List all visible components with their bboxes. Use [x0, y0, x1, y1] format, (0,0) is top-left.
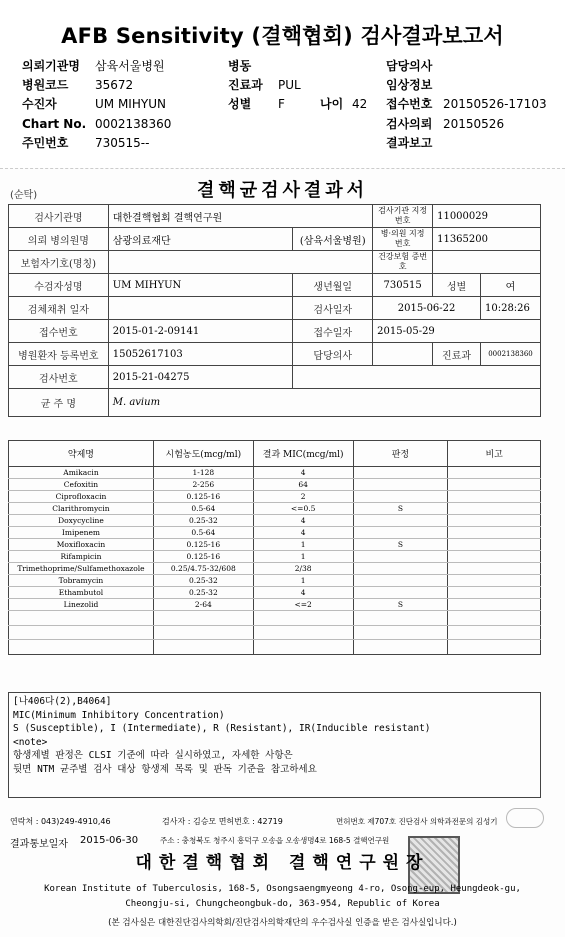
mic-row: [9, 479, 541, 491]
organization-name: 대한결핵협회 결핵연구원장: [135, 853, 430, 873]
remark: [448, 491, 541, 503]
test-range: 0.5-64: [153, 527, 253, 539]
note-line: [나406다(2),B4064]: [13, 696, 112, 707]
info-key: 보험자기호(명칭): [9, 251, 109, 274]
info-key: 진료과: [433, 343, 481, 366]
mic-value: 64: [253, 479, 353, 491]
info-value: 여: [480, 274, 540, 297]
institution-label: 의뢰기관명: [22, 59, 80, 73]
page-title: AFB Sensitivity (결핵협회) 검사결과보고서: [61, 24, 504, 48]
drug-name: Cefoxitin: [9, 479, 154, 491]
judgement: [353, 575, 448, 587]
drug-name: Imipenem: [9, 527, 154, 539]
empty-cell: [448, 611, 541, 626]
mic-value: 4: [253, 467, 353, 479]
mic-empty-row: [9, 611, 541, 626]
info-key: 접수일자: [293, 320, 373, 343]
test-range: 0.25-32: [153, 575, 253, 587]
chart-no-label: Chart No.: [22, 117, 87, 131]
ward-label: 병동: [228, 59, 252, 73]
request-date-value: 20150526: [443, 117, 505, 131]
drug-name: Moxifloxacin: [9, 539, 154, 551]
address-line-2: Cheongju-si, Chungcheongbuk-do, 363-954, Republic of Korea: [125, 899, 440, 909]
mic-value: <=2: [253, 599, 353, 611]
mic-empty-row: [9, 625, 541, 640]
remark: [448, 599, 541, 611]
info-key: 검사일자: [293, 297, 373, 320]
col-range: 시험농도(mcg/ml): [153, 441, 253, 467]
empty-cell: [9, 625, 154, 640]
mic-value: 4: [253, 515, 353, 527]
result-report-label: 결과보고: [386, 136, 433, 150]
doctor-label: 담당의사: [386, 59, 433, 73]
report-info-table: [8, 204, 541, 417]
received-value: 20150526-17103: [443, 97, 547, 111]
address-line-1: Korean Institute of Tuberculosis, 168-5, Osongsaengmyeong 4-ro, Osong-eup, Heungdeok-gu,: [44, 884, 521, 894]
chart-no-value: 0002138360: [95, 117, 172, 131]
info-key: 수검자성명: [9, 274, 109, 297]
rrn-label: 주민번호: [22, 136, 69, 150]
remark: [448, 539, 541, 551]
certification-note: (본 검사실은 대한진단검사의학회/진단검사의학재단의 우수검사실 인증을 받은 검사실입니다.): [108, 918, 457, 928]
judgement: [353, 467, 448, 479]
rrn-value: 730515--: [95, 136, 150, 150]
footer-examiner: 검사자 : 김승모 면허번호 : 42719: [162, 817, 283, 826]
judgement: [353, 491, 448, 503]
judgement: [353, 551, 448, 563]
info-key: 검사기관명: [9, 205, 109, 228]
age-label: 나이: [320, 97, 344, 111]
mic-row: [9, 527, 541, 539]
report-title: 결핵균검사결과서: [196, 180, 369, 201]
sex-label: 성별: [228, 97, 252, 111]
empty-cell: [253, 640, 353, 655]
info-key: 의뢰 병의원명: [9, 228, 109, 251]
info-blank: [293, 366, 541, 389]
mic-value: 2/38: [253, 563, 353, 575]
info-value: 0002138360: [480, 343, 540, 366]
col-remark: 비고: [448, 441, 541, 467]
mic-row: [9, 587, 541, 599]
request-date-label: 검사의뢰: [386, 117, 433, 131]
footer-report-date-label: 결과통보일자: [10, 839, 68, 850]
footer-address: 주소 : 충청북도 청주시 흥덕구 오송읍 오송생명4로 168-5 결핵연구원: [160, 836, 390, 845]
test-range: 0.25-32: [153, 587, 253, 599]
empty-cell: [448, 625, 541, 640]
test-range: 0.125-16: [153, 491, 253, 503]
info-value: 11365200: [433, 228, 541, 251]
mic-header-row: [9, 441, 541, 467]
remark: [448, 479, 541, 491]
info-key: 균 주 명: [9, 389, 109, 417]
mic-row: [9, 563, 541, 575]
info-value: 2015-21-04275: [108, 366, 293, 389]
clinical-label: 임상정보: [386, 78, 433, 92]
received-label: 접수번호: [386, 97, 433, 111]
drug-name: Ciprofloxacin: [9, 491, 154, 503]
judgement: [353, 563, 448, 575]
info-value: 10:28:26: [480, 297, 540, 320]
mic-row: [9, 539, 541, 551]
remark: [448, 587, 541, 599]
note-line: S (Susceptible), I (Intermediate), R (Resistant), IR(Inducible resistant): [13, 723, 431, 734]
empty-cell: [448, 640, 541, 655]
judgement: S: [353, 599, 448, 611]
col-mic: 결과 MIC(mcg/ml): [253, 441, 353, 467]
note-line: <note>: [13, 736, 48, 748]
empty-cell: [353, 625, 448, 640]
test-range: 2-64: [153, 599, 253, 611]
info-value: [373, 343, 433, 366]
drug-name: Rifampicin: [9, 551, 154, 563]
remark: [448, 527, 541, 539]
drug-name: Doxycycline: [9, 515, 154, 527]
stamp-note: (순탁): [10, 190, 38, 201]
info-key: 검체채취 일자: [9, 297, 109, 320]
remark: [448, 575, 541, 587]
info-value: (삼육서울병원): [293, 228, 373, 251]
info-value: [108, 297, 293, 320]
info-key: 접수번호: [9, 320, 109, 343]
remark: [448, 503, 541, 515]
age-value: 42: [352, 97, 368, 111]
info-value: 삼광의료재단: [108, 228, 293, 251]
info-value: [433, 251, 541, 274]
mic-value: 1: [253, 551, 353, 563]
mic-value: 4: [253, 587, 353, 599]
mic-row: [9, 503, 541, 515]
patient-value: UM MIHYUN: [95, 97, 166, 111]
info-value: UM MIHYUN: [108, 274, 293, 297]
mic-value: 4: [253, 527, 353, 539]
footer-report-date: 2015-06-30: [80, 835, 139, 846]
dept-value: PUL: [278, 78, 301, 92]
mic-table: [8, 440, 541, 655]
note-line: 항생제별 판정은 CLSI 기준에 따라 실시하였고, 자세한 사항은: [13, 750, 293, 761]
empty-cell: [153, 640, 253, 655]
empty-cell: [253, 625, 353, 640]
remark: [448, 467, 541, 479]
institution-value: 삼육서울병원: [95, 59, 165, 73]
mic-value: 1: [253, 539, 353, 551]
empty-cell: [153, 625, 253, 640]
mic-value: <=0.5: [253, 503, 353, 515]
drug-name: Ethambutol: [9, 587, 154, 599]
drug-name: Clarithromycin: [9, 503, 154, 515]
info-key: 성별: [433, 274, 481, 297]
empty-cell: [353, 640, 448, 655]
note-line: MIC(Minimum Inhibitory Concentration): [13, 709, 225, 721]
info-value: 2015-01-2-09141: [108, 320, 293, 343]
info-key: 건강보험 증번호: [373, 251, 433, 274]
info-value: [108, 251, 372, 274]
info-key: 병원환자 등록번호: [9, 343, 109, 366]
info-value: 730515: [373, 274, 433, 297]
mic-row: [9, 515, 541, 527]
test-range: 0.5-64: [153, 503, 253, 515]
info-key: 병·의원 지정번호: [373, 228, 433, 251]
mic-row: [9, 551, 541, 563]
test-range: 0.125-16: [153, 551, 253, 563]
mic-value: 2: [253, 491, 353, 503]
drug-name: Trimethoprime/Sulfamethoxazole: [9, 563, 154, 575]
dept-label: 진료과: [228, 78, 263, 92]
test-range: 0.125-16: [153, 539, 253, 551]
col-judgement: 판정: [353, 441, 448, 467]
mic-row: [9, 467, 541, 479]
notes-box: [8, 692, 541, 798]
info-value: 2015-05-29: [373, 320, 541, 343]
note-line: 뒷면 NTM 균주별 검사 대상 항생제 목록 및 판독 기준을 참고하세요: [13, 763, 317, 775]
species-value: M. avium: [108, 389, 540, 417]
info-value: 2015-06-22: [373, 297, 481, 320]
test-range: 2-256: [153, 479, 253, 491]
sex-value: F: [278, 97, 285, 111]
remark: [448, 551, 541, 563]
mic-value: 1: [253, 575, 353, 587]
empty-cell: [9, 640, 154, 655]
mic-empty-row: [9, 640, 541, 655]
mic-row: [9, 599, 541, 611]
empty-cell: [253, 611, 353, 626]
judgement: S: [353, 539, 448, 551]
info-key: 담당의사: [293, 343, 373, 366]
seal-mark: [506, 808, 544, 828]
drug-name: Tobramycin: [9, 575, 154, 587]
hospital-code-label: 병원코드: [22, 78, 69, 92]
mic-row: [9, 491, 541, 503]
hospital-code-value: 35672: [95, 78, 134, 92]
info-key: 검사번호: [9, 366, 109, 389]
judgement: [353, 527, 448, 539]
drug-name: Linezolid: [9, 599, 154, 611]
remark: [448, 563, 541, 575]
remark: [448, 515, 541, 527]
footer-contact: 연락처 : 043)249-4910,46: [10, 817, 111, 826]
test-range: 1-128: [153, 467, 253, 479]
judgement: [353, 515, 448, 527]
info-key: 생년월일: [293, 274, 373, 297]
empty-cell: [353, 611, 448, 626]
mic-row: [9, 575, 541, 587]
empty-cell: [9, 611, 154, 626]
info-value: 대한결핵협회 결핵연구원: [108, 205, 372, 228]
test-range: 0.25-32: [153, 515, 253, 527]
info-value: 11000029: [433, 205, 541, 228]
info-key: 검사기관 지정번호: [373, 205, 433, 228]
patient-label: 수진자: [22, 97, 57, 111]
test-range: 0.25/4.75-32/608: [153, 563, 253, 575]
judgement: S: [353, 503, 448, 515]
judgement: [353, 587, 448, 599]
judgement: [353, 479, 448, 491]
footer-supervisor: 면허번호 제707호 진단검사 의학과전문의 김성기: [336, 817, 498, 826]
empty-cell: [153, 611, 253, 626]
col-drug: 약제명: [9, 441, 154, 467]
drug-name: Amikacin: [9, 467, 154, 479]
info-value: 15052617103: [108, 343, 293, 366]
